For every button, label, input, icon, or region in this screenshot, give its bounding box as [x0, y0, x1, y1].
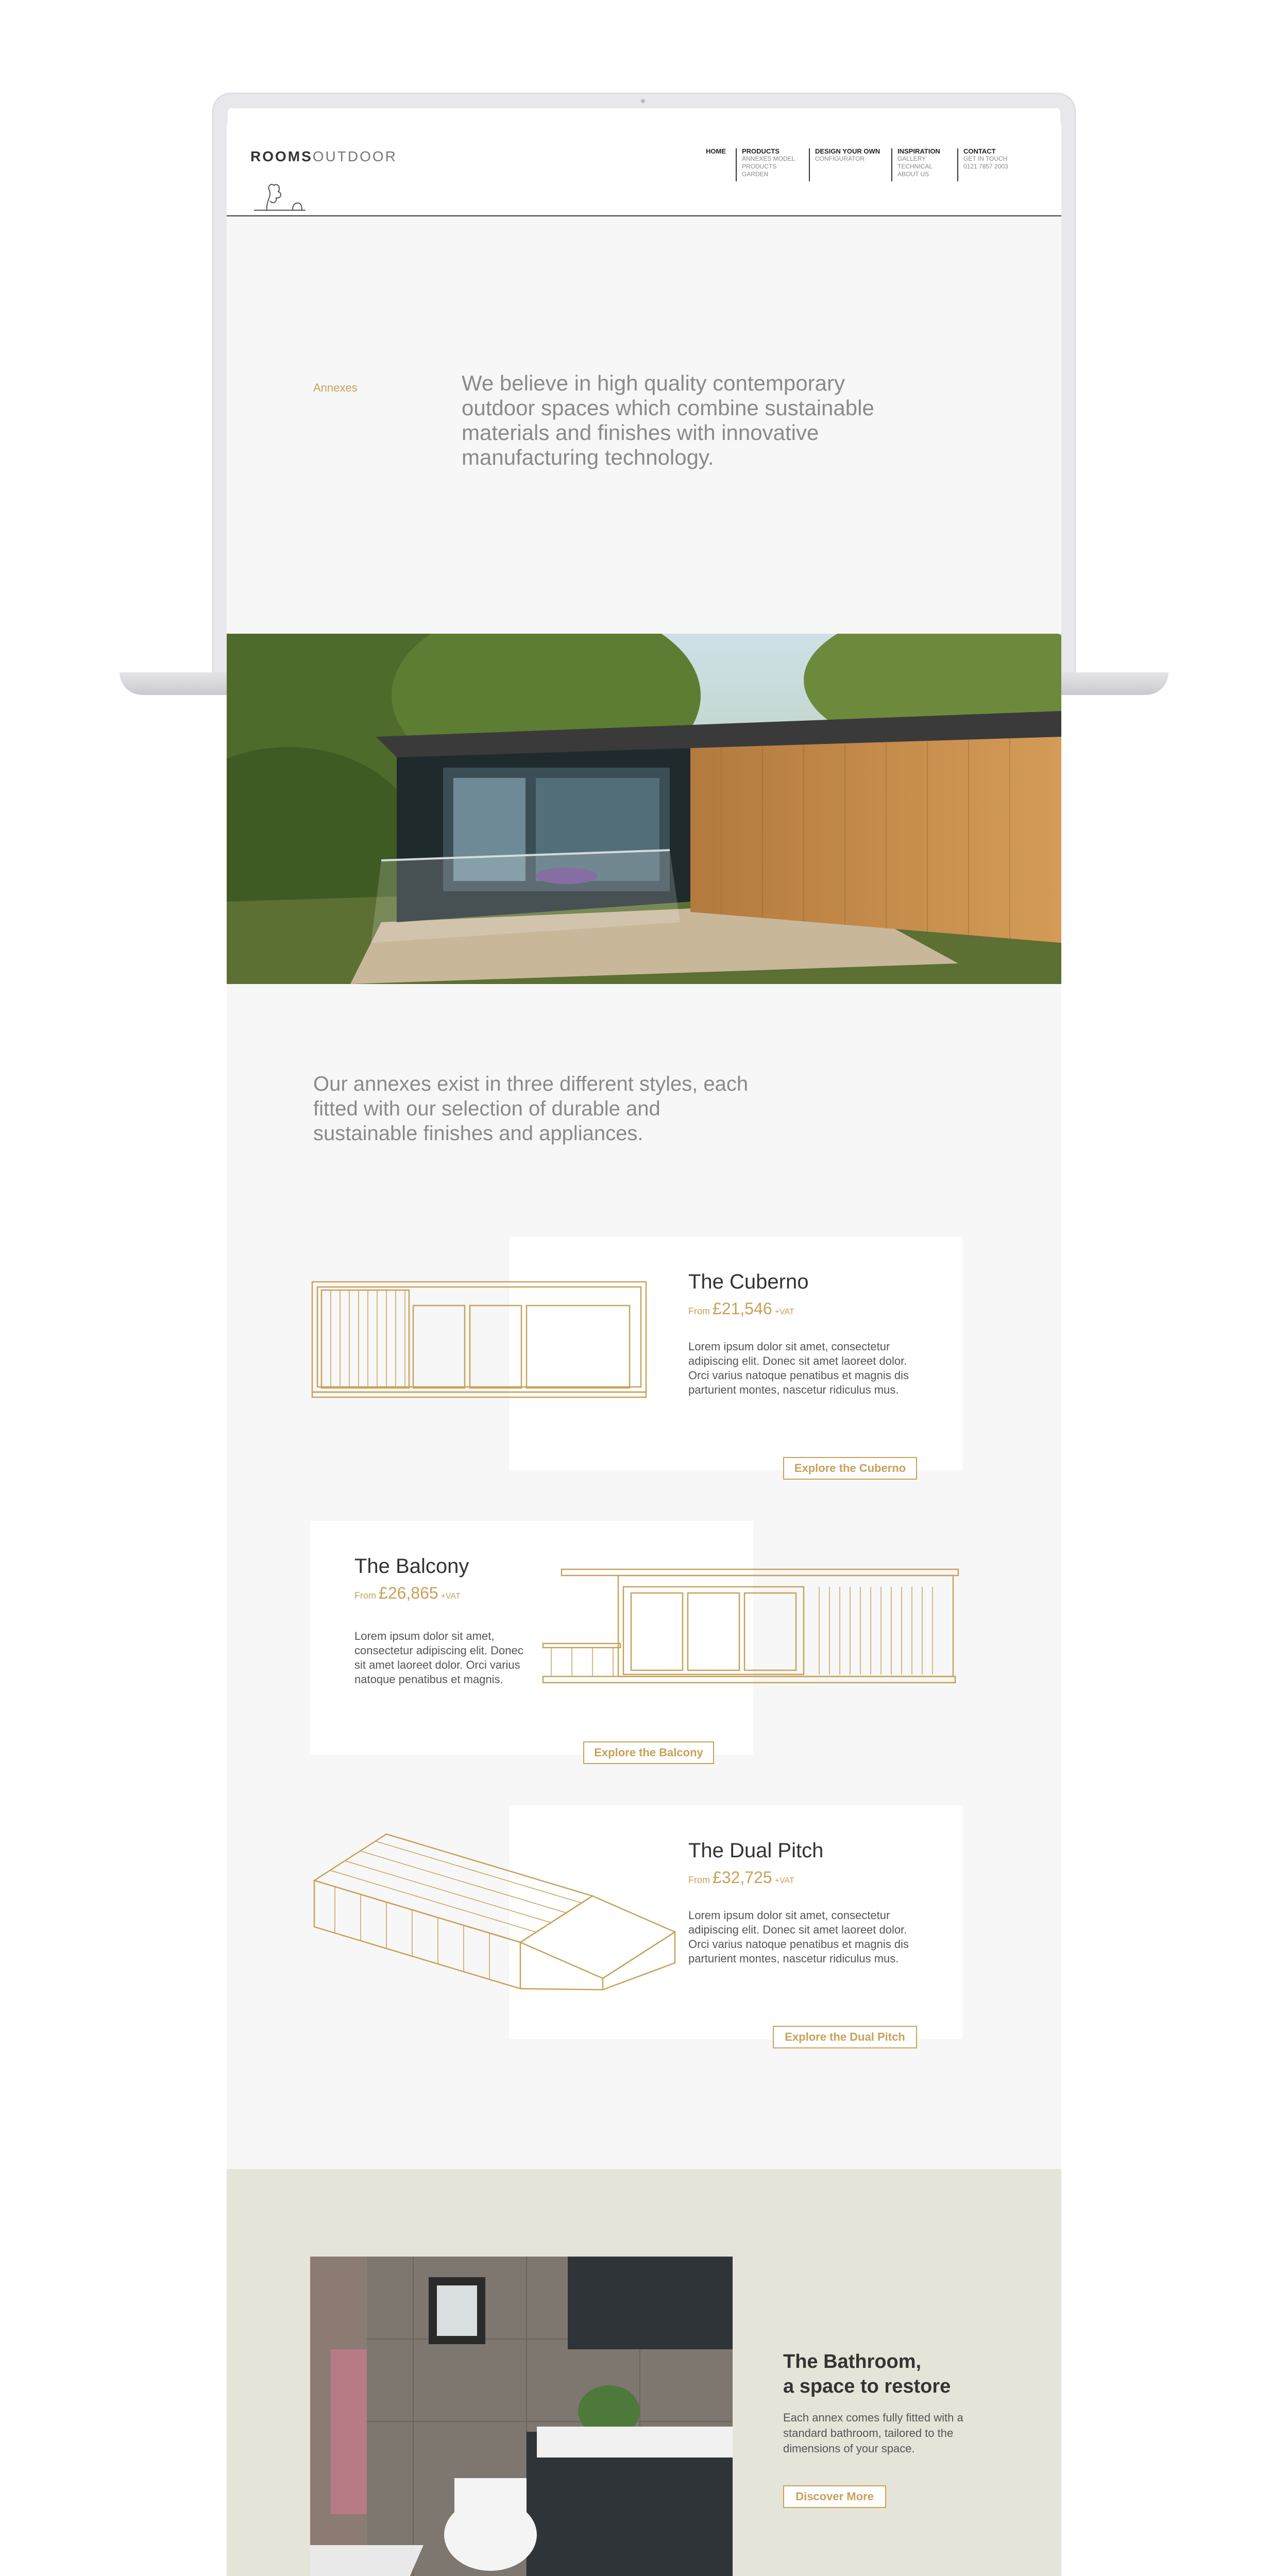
discover-more-button[interactable]: Discover More: [783, 2485, 886, 2508]
nav-sub-item[interactable]: GALLERY: [897, 155, 926, 162]
product-description: Lorem ipsum dolor sit amet, consectetur adipiscing elit. Donec sit amet laoreet dolor. Orci varius natoque penatibus et magnis dis parturient montes, nascetur ridiculus mus.: [688, 1340, 909, 1396]
nav-sub-item[interactable]: GARDEN: [742, 171, 769, 178]
nav-products[interactable]: PRODUCTS ANNEXES MODEL PRODUCTS GARDEN: [742, 147, 795, 178]
intro-text: We believe in high quality contemporary outdoor spaces which combine sustainable materials and finishes with innovative manufacturing technology.: [462, 371, 874, 469]
logo[interactable]: ROOMSOUTDOOR: [250, 148, 397, 164]
nav-contact[interactable]: CONTACT GET IN TOUCH 0121 7857 2003: [963, 147, 1008, 170]
explore-dual-pitch-button[interactable]: Explore the Dual Pitch: [773, 2026, 917, 2048]
nav-sub-item[interactable]: PRODUCTS: [742, 163, 777, 170]
range-tagline: Our annexes exist in three different styles, each fitted with our selection of durable and sustainable finishes and appliances.: [313, 1073, 749, 1145]
website: [227, 124, 1061, 2576]
top-nav: [227, 124, 1061, 216]
product-price: From £32,725 +VAT: [688, 1868, 794, 1887]
nav-sub-item[interactable]: ANNEXES MODEL: [742, 155, 795, 162]
explore-balcony-button[interactable]: Explore the Balcony: [583, 1741, 714, 1764]
product-title: The Dual Pitch: [688, 1839, 824, 1862]
hero-image: [227, 634, 1061, 984]
bathroom-title: The Bathroom, a space to restore: [783, 2351, 951, 2397]
product-price: From £21,546 +VAT: [688, 1299, 794, 1318]
bathroom-description: Each annex comes fully fitted with a standard bathroom, tailored to the dimensions of your space.: [783, 2411, 963, 2455]
cuberno-drawing: [310, 1275, 650, 1409]
dual-pitch-drawing: [304, 1829, 685, 1994]
explore-cuberno-button[interactable]: Explore the Cuberno: [783, 1457, 917, 1480]
nav-sub-item[interactable]: ABOUT US: [897, 171, 929, 178]
nav-design[interactable]: DESIGN YOUR OWN CONFIGURATOR: [815, 147, 880, 162]
nav-sub-item[interactable]: GET IN TOUCH: [963, 155, 1008, 162]
product-description: Lorem ipsum dolor sit amet, consectetur adipiscing elit. Donec sit amet laoreet dolor. Orci varius natoque penatibus et magnis.: [354, 1630, 523, 1686]
nav-home[interactable]: HOME: [706, 147, 726, 155]
balcony-drawing: [541, 1566, 963, 1690]
intro-label: Annexes: [313, 381, 358, 394]
nav-sub-item[interactable]: CONFIGURATOR: [815, 155, 865, 162]
logo-tree-icon: [251, 180, 308, 211]
camera-icon: [641, 99, 645, 103]
nav-sub-item[interactable]: 0121 7857 2003: [963, 163, 1008, 170]
product-title: The Balcony: [354, 1555, 469, 1578]
nav-sub-item[interactable]: TECHNICAL: [897, 163, 933, 170]
bathroom-photo: [310, 2257, 733, 2576]
bathroom-section: [227, 2169, 1061, 2576]
product-title: The Cuberno: [688, 1270, 809, 1293]
nav-inspiration[interactable]: INSPIRATION GALLERY TECHNICAL ABOUT US: [897, 147, 940, 178]
product-price: From £26,865 +VAT: [354, 1584, 461, 1602]
product-description: Lorem ipsum dolor sit amet, consectetur adipiscing elit. Donec sit amet laoreet dolor. Orci varius natoque penatibus et magnis dis parturient montes, nascetur ridiculus mus.: [688, 1909, 909, 1965]
